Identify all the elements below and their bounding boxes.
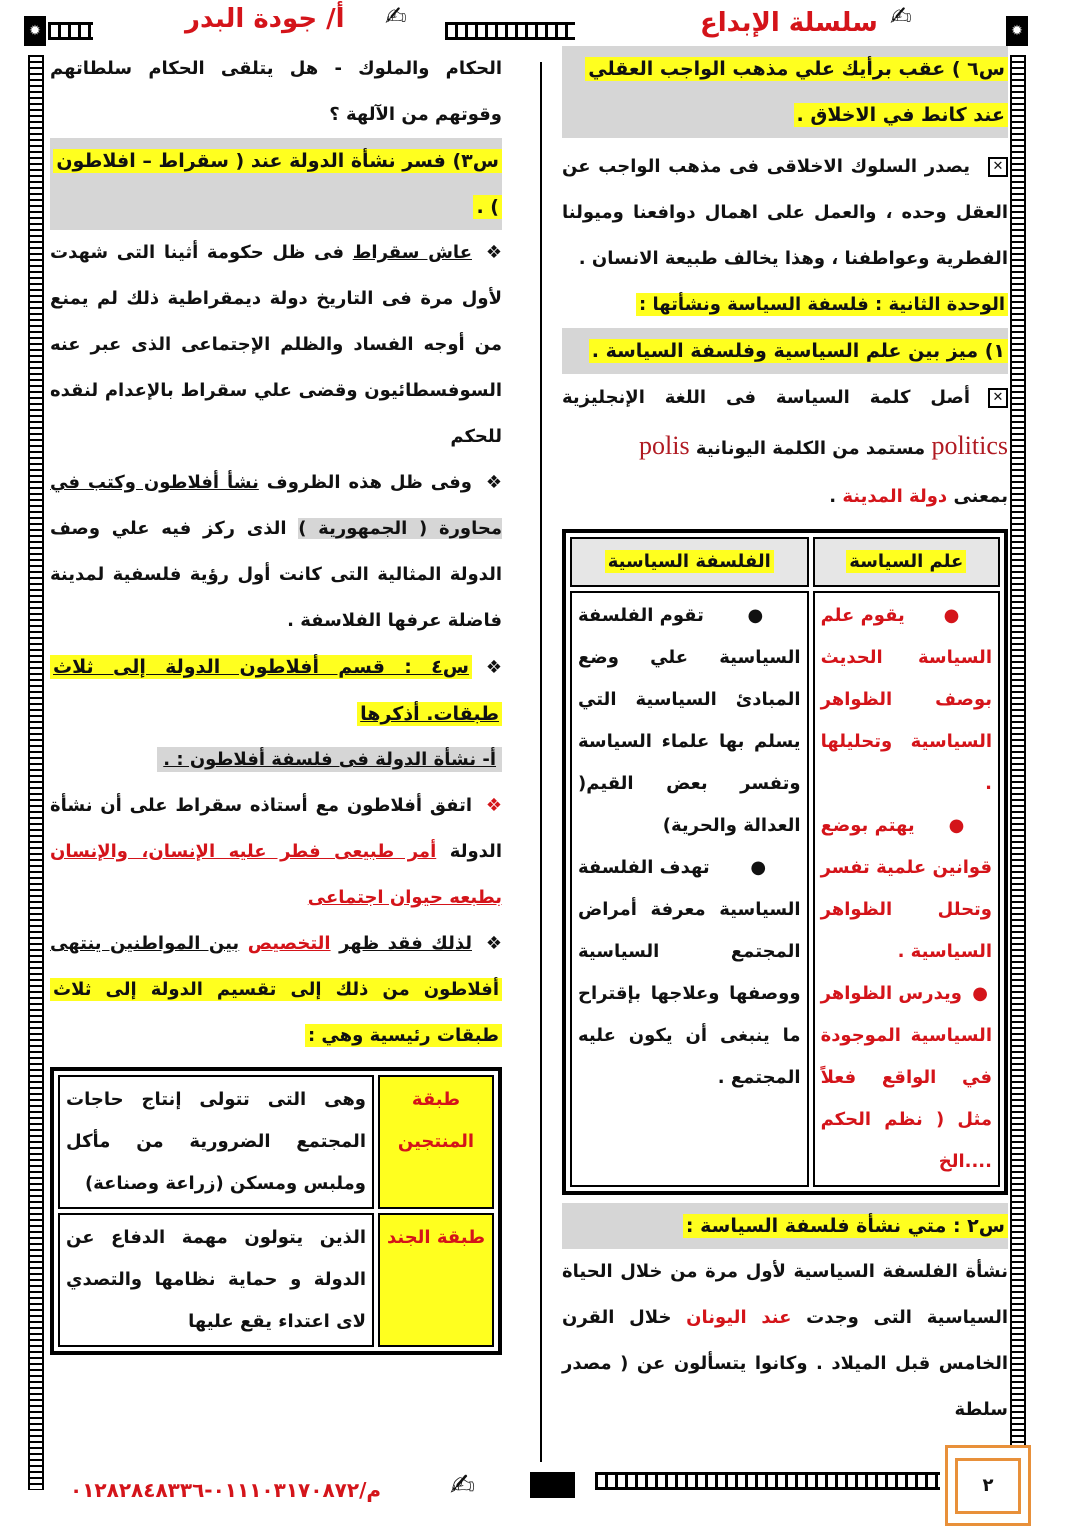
top-chain-left [48, 22, 93, 40]
specialization-word: التخصيص [247, 933, 331, 954]
socrates-bullet [50, 230, 502, 460]
page-number-box [955, 1458, 1021, 1514]
pen-icon: ✍ [385, 2, 407, 32]
plato-text: وفى ظل هذه الظروف [266, 472, 472, 493]
right-column [562, 46, 1008, 1433]
header-political-science [813, 537, 1000, 587]
right-border-chain [1010, 55, 1026, 1445]
science-item: ● يقوم علم السياسة الحديث بوصف الظواهر السياسية وتحليلها . [820, 605, 992, 794]
science-cell [813, 591, 1000, 1187]
checkbox-x-icon: ✕ [988, 157, 1008, 177]
header-text: علم السياسة [846, 550, 966, 573]
question-4-text: س٤ : قسم أفلاطون الدولة إلى ثلاث طبقات. أذكرها [50, 655, 502, 726]
class-desc: الذين يتولون مهمة الدفاع عن الدولة و حماية نظامها والتصدي لاى اعتداء يقع عليها [58, 1213, 374, 1347]
bottom-chain [595, 1472, 940, 1490]
spec-text-2: بين المواطنين ينتهى [50, 933, 240, 954]
philosophy-item-text: تهدف الفلسفة السياسية معرفة أمراض المجتمع السياسية ووصفها وعلاجها بإقتراح ما ينبغى أن يكون عليه المجتمع . [578, 857, 801, 1088]
subheading-text: أ- نشأة الدولة فى فلسفة أفلاطون : . [157, 747, 502, 772]
subheading-plato-state [50, 737, 502, 783]
question-4 [50, 644, 502, 737]
spec-highlight-text: أفلاطون من ذلك إلى تقسيم الدولة إلى ثلاث طبقات رئيسية وهي : [50, 978, 502, 1047]
nature-red-text: أمر طبيعى فطر عليه الإنسان، والإنسان بطبعه حيوان اجتماعى [50, 841, 502, 908]
science-item-text: ويدرس الظواهر السياسية الموجودة في الواقع فعلاً مثل ( نظم الحكم ....الخ [820, 983, 992, 1172]
series-title: سلسلة الإبداع [700, 8, 878, 38]
question-3 [50, 138, 502, 230]
unit-heading [562, 282, 1008, 328]
diamond-bullet-icon: ❖ [485, 657, 502, 678]
specialization-bullet [50, 921, 502, 1059]
header-text: الفلسفة السياسية [605, 550, 774, 573]
answer-kant [562, 144, 1008, 282]
unit-heading-text: الوحدة الثانية : فلسفة السياسة ونشأتها : [636, 293, 1008, 316]
classes-table [50, 1067, 502, 1355]
plato-text-2: نشأ أفلاطون وكتب في [50, 472, 259, 493]
origin-text-2: مستمد من الكلمة اليونانية [695, 438, 926, 459]
socrates-text: عاش سقراط [352, 242, 472, 263]
question-1 [562, 328, 1008, 374]
question-6 [562, 46, 1008, 138]
class-desc: وهى التى تتولى إنتاج حاجات المجتمع الضرورية من مأكل وملبس ومسكن (زراعة وصناعة) [58, 1075, 374, 1209]
socrates-text-2: فى ظل حكومة أثينا التى شهدت لأول مرة فى التاريخ دولة ديمقراطية ذلك لم يمنع من أوجه الفساد والظلم الإجتماعى الذى عبر عنه السوفسطائيون وقضى علي سقراط بالإعدام لنقده للحكم [50, 242, 502, 447]
pen-icon: ✍ [890, 2, 912, 32]
phone-number: م/٠١١١٠٣١٧٠٨٧٢-٠١٢٨٢٨٤٨٣٣٦ [70, 1478, 382, 1502]
class-name: طبقة الجند [378, 1213, 494, 1347]
footer-pen-block [530, 1472, 575, 1498]
philosophy-item: ● تهدف الفلسفة السياسية معرفة أمراض المجتمع السياسية ووصفها وعلاجها بإقتراح ما ينبغى أن يكون عليه المجتمع . [578, 857, 801, 1088]
header-political-philosophy [570, 537, 809, 587]
diamond-bullet-icon: ❖ [485, 242, 502, 263]
class-row [58, 1075, 494, 1209]
class-row [58, 1213, 494, 1347]
nature-text: اتفق أفلاطون مع أستاذه سقراط على أن نشأة الدولة [50, 795, 502, 862]
question-3-text: س٣) فسر نشأة الدولة عند ( سقراط – افلاطون ) . [53, 149, 502, 219]
ornament-icon: ✹ [1006, 16, 1028, 46]
question-6-text: س٦ ) عقب برأيك علي مذهب الواجب العقلي عند كانط في الاخلاق . [585, 57, 1008, 127]
word-politics: politics [931, 431, 1008, 460]
diamond-bullet-icon: ❖ [485, 795, 502, 816]
question-2 [562, 1203, 1008, 1249]
rulers-question-text: الحكام والملوك - هل يتلقى الحكام سلطاتهم وقوتهم من الآلهة ؟ [50, 58, 502, 125]
author-title: أ/ جودة البدر [185, 4, 345, 34]
politics-origin [562, 374, 1008, 521]
science-item-text: يقوم علم السياسة الحديث بوصف الظواهر السياسية وتحليلها . [820, 605, 992, 794]
page-number: ٢ [982, 1475, 994, 1496]
left-border-chain [28, 55, 44, 1490]
answer-origin-text: نشأة الفلسفة السياسية لأول مرة من خلال الحياة السياسية التى وجدت [562, 1261, 1009, 1328]
plato-text-3: الذى ركز فيه علي وصف الدولة المثالية التى كانت أول رؤية فلسفية لمدينة فاضلة عرفها الفلاسفة . [50, 518, 502, 631]
class-name: طبقة المنتجين [378, 1075, 494, 1209]
rulers-question [50, 46, 502, 138]
answer-kant-text: يصدر السلوك الاخلاقى فى مذهب الواجب عن العقل وحده ، والعمل على اهمال دوافعنا وميولنا الفطرية وعواطفنا ، وهذا يخالف طبيعة الانسان . [562, 156, 1008, 269]
plato-bullet [50, 460, 502, 644]
checkbox-x-icon: ✕ [988, 388, 1008, 408]
science-item-text: يهتم بوضع قوانين علمية تفسر وتحلل الظواهر السياسية . [820, 815, 992, 962]
comparison-table [562, 529, 1008, 1195]
spec-text: لذلك فقد ظهر [339, 933, 472, 954]
philosophy-item: ● تقوم الفلسفة السياسية علي وضع المبادئ السياسية التي يسلم بها علماء السياسة وتفسر بعض القيم( العدالة والحرية) [578, 605, 801, 836]
nature-bullet [50, 783, 502, 921]
philosophy-item-text: تقوم الفلسفة السياسية علي وضع المبادئ السياسية التي يسلم بها علماء السياسة وتفسر بعض القيم( العدالة والحرية) [578, 605, 801, 836]
left-column [50, 46, 502, 1363]
city-state: دولة المدينة [842, 486, 948, 507]
period: . [829, 486, 837, 507]
diamond-bullet-icon: ❖ [485, 472, 502, 493]
origin-text: أصل كلمة السياسة فى اللغة الإنجليزية [562, 387, 970, 408]
column-divider [540, 62, 542, 1462]
republic-text: محاورة ( الجمهورية ) [298, 518, 503, 539]
greeks-text: عند اليونان [686, 1307, 792, 1328]
science-item: ● يهتم بوضع قوانين علمية تفسر وتحلل الظواهر السياسية . [820, 815, 992, 962]
answer-origin-text-2: خلال القرن الخامس قبل الميلاد . وكانوا يتسألون عن ( مصدر سلطة [562, 1307, 1008, 1420]
science-item: ● ويدرس الظواهر السياسية الموجودة في الواقع فعلاً مثل ( نظم الحكم ....الخ [820, 983, 992, 1172]
pen-icon: ✍ [450, 1468, 476, 1503]
word-polis: polis [639, 431, 690, 460]
philosophy-cell [570, 591, 809, 1187]
question-1-text: ١) ميز بين علم السياسية وفلسفة السياسة . [589, 339, 1008, 363]
ornament-icon: ✹ [24, 16, 46, 46]
meaning-label: بمعنى [953, 486, 1008, 507]
answer-origin [562, 1249, 1008, 1433]
top-chain-mid [445, 22, 575, 40]
question-2-text: س٢ : متي نشأة فلسفة السياسة : [683, 1214, 1008, 1238]
diamond-bullet-icon: ❖ [485, 933, 502, 954]
